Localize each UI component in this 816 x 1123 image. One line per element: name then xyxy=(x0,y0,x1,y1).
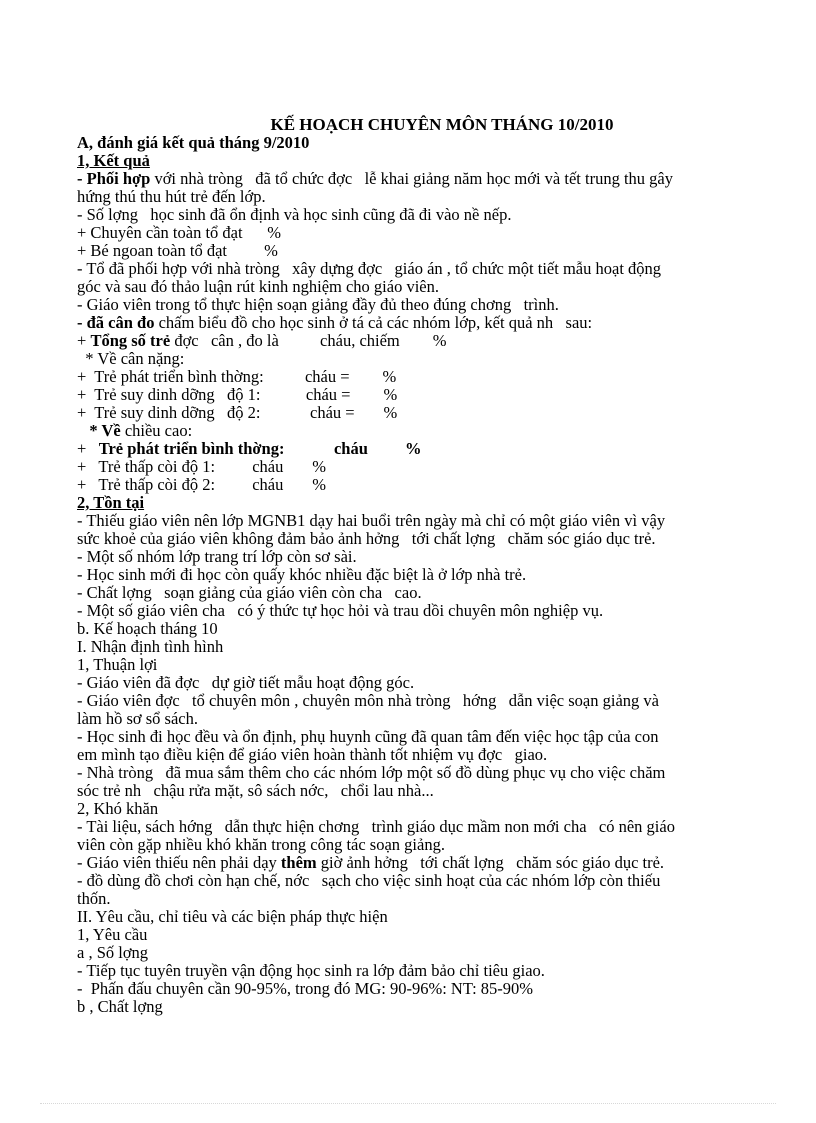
text-segment: b. Kế hoạch tháng 10 xyxy=(77,619,218,638)
text-segment: + Trẻ thấp còi độ 1: cháu % xyxy=(77,457,326,476)
text-line xyxy=(77,170,767,188)
text-segment: - Chất lợng soạn giảng của giáo viên còn cha cao. xyxy=(77,583,422,602)
text-segment: giờ ảnh hởng tới chất lợng chăm sóc giáo dục trẻ. xyxy=(316,853,665,872)
text-line xyxy=(77,818,767,836)
text-segment: + Trẻ suy dinh dỡng độ 2: cháu = % xyxy=(77,403,398,422)
text-line xyxy=(77,710,767,728)
text-segment: - Phối hợp xyxy=(77,169,151,188)
text-line xyxy=(77,386,767,404)
text-line xyxy=(77,764,767,782)
text-line xyxy=(77,872,767,890)
text-segment: - Một số giáo viên cha có ý thức tự học hỏi và trau dồi chuyên môn nghiệp vụ. xyxy=(77,601,604,620)
text-line xyxy=(77,278,767,296)
text-segment: 2, Tồn tại xyxy=(77,493,145,512)
text-line xyxy=(77,422,767,440)
text-segment: viên còn gặp nhiều khó khăn trong công tác soạn giảng. xyxy=(77,835,445,854)
text-segment: + Trẻ thấp còi độ 2: cháu % xyxy=(77,475,326,494)
text-segment: 2, Khó khăn xyxy=(77,799,159,818)
text-line xyxy=(77,494,767,512)
text-segment: thốn. xyxy=(77,889,111,908)
text-segment: - Học sinh đi học đều và ổn định, phụ huynh cũng đã quan tâm đến việc học tập của con xyxy=(77,727,659,746)
text-line xyxy=(77,854,767,872)
text-line xyxy=(77,944,767,962)
text-segment: góc và sau đó thảo luận rút kinh nghiệm cho giáo viên. xyxy=(77,277,440,296)
text-line xyxy=(77,674,767,692)
text-segment: - Thiếu giáo viên nên lớp MGNB1 dạy hai buổi trên ngày mà chỉ có một giáo viên vì vậy xyxy=(77,511,666,530)
text-segment: I. Nhận định tình hình xyxy=(77,637,224,656)
text-segment: - Tài liệu, sách hớng dẫn thực hiện chơng trình giáo dục mầm non mới cha có nên giáo xyxy=(77,817,675,836)
text-segment: chấm biểu đồ cho học sinh ở tá cả các nhóm lớp, kết quả nh sau: xyxy=(154,313,593,332)
text-line xyxy=(77,746,767,764)
text-line xyxy=(77,260,767,278)
text-line xyxy=(77,602,767,620)
text-line xyxy=(77,296,767,314)
text-line xyxy=(77,980,767,998)
text-line xyxy=(77,926,767,944)
text-line xyxy=(77,314,767,332)
text-segment: + Bé ngoan toàn tổ đạt % xyxy=(77,241,278,260)
text-line xyxy=(77,152,767,170)
text-segment: - Nhà tròng đã mua sắm thêm cho các nhóm lớp một số đồ dùng phục vụ cho việc chăm xyxy=(77,763,666,782)
text-line xyxy=(77,962,767,980)
document-lines xyxy=(77,134,767,1016)
text-segment: - Giáo viên thiếu nên phải dạy xyxy=(77,853,281,872)
text-line xyxy=(77,368,767,386)
text-line xyxy=(77,638,767,656)
text-line xyxy=(77,404,767,422)
text-segment: em mình tạo điều kiện để giáo viên hoàn thành tốt nhiệm vụ đợc giao. xyxy=(77,745,548,764)
text-line xyxy=(77,908,767,926)
text-line xyxy=(77,728,767,746)
text-line xyxy=(77,134,767,152)
text-segment: - Học sinh mới đi học còn quấy khóc nhiều đặc biệt là ở lớp nhà trẻ. xyxy=(77,565,527,584)
text-segment: - đồ dùng đồ chơi còn hạn chế, nớc sạch cho việc sinh hoạt của các nhóm lớp còn thiếu xyxy=(77,871,661,890)
text-line xyxy=(77,242,767,260)
text-line xyxy=(77,224,767,242)
text-line xyxy=(77,620,767,638)
text-line xyxy=(77,566,767,584)
text-segment: * Về xyxy=(89,421,121,440)
text-segment: chiều cao: xyxy=(120,421,193,440)
text-segment: sóc trẻ nh chậu rửa mặt, sô sách nớc, chổi lau nhà... xyxy=(77,781,434,800)
text-line xyxy=(77,206,767,224)
text-line xyxy=(77,548,767,566)
text-line xyxy=(77,440,767,458)
text-segment: b , Chất lợng xyxy=(77,997,163,1016)
text-segment: A, đánh giá kết quả tháng 9/2010 xyxy=(77,133,310,152)
text-segment xyxy=(77,421,89,440)
document-body xyxy=(77,116,767,1016)
text-segment: Tổng số trẻ xyxy=(90,331,171,350)
text-segment: 1, Yêu cầu xyxy=(77,925,148,944)
text-line xyxy=(77,836,767,854)
text-line xyxy=(77,584,767,602)
text-segment: + Trẻ phát triển bình thờng: cháu = % xyxy=(77,367,397,386)
text-line xyxy=(77,800,767,818)
text-line xyxy=(77,350,767,368)
text-segment: sức khoẻ của giáo viên không đảm bảo ảnh hởng tới chất lợng chăm sóc giáo dục trẻ. xyxy=(77,529,656,548)
text-segment: đợc cân , đo là cháu, chiếm % xyxy=(170,331,447,350)
text-segment: - Giáo viên đợc tổ chuyên môn , chuyên môn nhà tròng hớng dẫn việc soạn giảng và xyxy=(77,691,659,710)
text-segment: * Về cân nặng: xyxy=(77,349,185,368)
text-segment: - Giáo viên trong tổ thực hiện soạn giảng đầy đủ theo đúng chơng trình. xyxy=(77,295,559,314)
text-segment: - Số lợng học sinh đã ổn định và học sinh cũng đã đi vào nề nếp. xyxy=(77,205,512,224)
text-segment: + Trẻ suy dinh dỡng độ 1: cháu = % xyxy=(77,385,398,404)
text-segment: + xyxy=(77,439,99,458)
text-segment: - Một số nhóm lớp trang trí lớp còn sơ sài. xyxy=(77,547,357,566)
page-bottom-rule xyxy=(40,1103,776,1104)
text-segment: hứng thú thu hút trẻ đến lớp. xyxy=(77,187,266,206)
text-line xyxy=(77,656,767,674)
text-line xyxy=(77,458,767,476)
text-segment: làm hồ sơ sổ sách. xyxy=(77,709,199,728)
text-segment: với nhà tròng đã tổ chức đợc lễ khai giảng năm học mới và tết trung thu gây xyxy=(150,169,673,188)
document-title: KẾ HOẠCH CHUYÊN MÔN THÁNG 10/2010 xyxy=(270,115,614,134)
text-segment: 1, Thuận lợi xyxy=(77,655,158,674)
text-line xyxy=(77,332,767,350)
text-segment: - Phấn đấu chuyên cần 90-95%, trong đó MG: 90-96%: NT: 85-90% xyxy=(77,979,534,998)
text-segment: thêm xyxy=(280,853,317,872)
text-line xyxy=(77,476,767,494)
text-segment: II. Yêu cầu, chỉ tiêu và các biện pháp thực hiện xyxy=(77,907,388,926)
text-line xyxy=(77,782,767,800)
text-segment: - Tổ đã phối hợp với nhà tròng xây dựng đợc giáo án , tổ chức một tiết mẫu hoạt động xyxy=(77,259,662,278)
text-segment: - Tiếp tục tuyên truyền vận động học sinh ra lớp đảm bảo chỉ tiêu giao. xyxy=(77,961,545,980)
text-segment: - Giáo viên đã đợc dự giờ tiết mẫu hoạt động góc. xyxy=(77,673,415,692)
text-segment: a , Số lợng xyxy=(77,943,149,962)
text-segment: 1, Kết quả xyxy=(77,151,150,170)
text-segment: + xyxy=(77,331,91,350)
text-segment: + Chuyên cần toàn tổ đạt % xyxy=(77,223,282,242)
text-line xyxy=(77,188,767,206)
text-line xyxy=(77,998,767,1016)
text-line xyxy=(77,512,767,530)
text-segment: Trẻ phát triển bình thờng: cháu % xyxy=(98,439,422,458)
text-line xyxy=(77,890,767,908)
text-segment: - đã cân đo xyxy=(77,313,155,332)
text-line xyxy=(77,692,767,710)
text-line xyxy=(77,530,767,548)
